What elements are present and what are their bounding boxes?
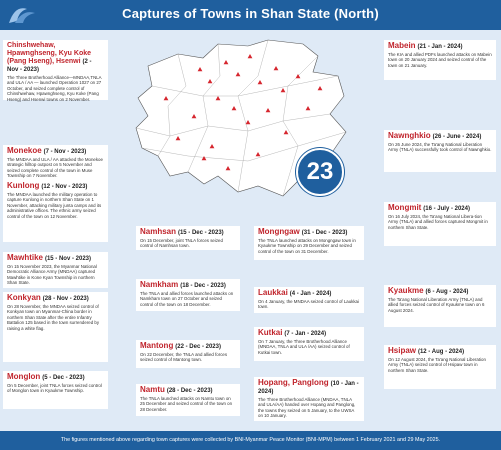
event-description: The MNDAA and ULA / AA attacked the Monekoe strategic hilltop outpost on 5 November and seized complete control of the town in Muse Township on 7 November. xyxy=(7,157,103,179)
town-name: Kyaukme xyxy=(388,286,424,295)
event-card-namkham xyxy=(136,279,240,311)
town-name: Hopang, Panglong xyxy=(258,378,329,387)
event-description: The MNDAA launched the military operation to capture Kunlong in northern Shan State on 1 November, attacking military junta camps and its administrative offices. The ethnic army seized control of the town on 12 November. xyxy=(7,192,102,219)
town-name: Namhsan xyxy=(140,227,177,236)
footer-source-note: The figures mentioned above regarding town captures were collected by BNI-Myanmar Peace Monitor (BNI-MPM) between 1 February 2021 and 29 May 2025. xyxy=(0,431,501,450)
town-name: Kutkai xyxy=(258,328,283,337)
capture-count-badge: 23 xyxy=(296,148,344,196)
event-description: On 12 August 2024, the Ta'ang National Liberation Army (TNLA) seized control of Hsipaw town in northern Shan State. xyxy=(388,357,486,373)
capture-date: (31 - Dec - 2023) xyxy=(301,230,348,236)
capture-date: (21 - Jan - 2024) xyxy=(417,44,463,50)
capture-date: (6 - Aug - 2024) xyxy=(425,289,469,295)
capture-date: (7 - Nov - 2023) xyxy=(43,149,87,155)
event-card-mawhtike xyxy=(3,252,108,288)
capture-date: (15 - Nov - 2023) xyxy=(44,256,91,262)
event-description: The KIA and allied PDFs launched attacks on Mabein town on 20 January 2024 and seized control of the town on 21 January. xyxy=(388,52,492,68)
shan-state-map xyxy=(108,36,385,216)
capture-date: (12 - Nov - 2023) xyxy=(41,184,88,190)
event-description: The Ta'ang National Liberation Army (TNLA) and allied forces seized control of Kyaukme town on 6 August 2024. xyxy=(388,297,485,313)
capture-date: (7 - Jan - 2024) xyxy=(284,331,327,337)
town-name: Chinshwehaw, Hpawnghseng, Kyu Koke (Pang Hseng), Hsenwi xyxy=(7,42,92,65)
town-name: Laukkai xyxy=(258,288,288,297)
capture-date: (16 - July - 2024) xyxy=(423,206,470,212)
event-card-nawnghkio xyxy=(384,130,496,172)
capture-date: (28 - Nov - 2023) xyxy=(42,296,89,302)
town-name: Mongmit xyxy=(388,203,422,212)
capture-date: (4 - Jan - 2024) xyxy=(289,291,332,297)
event-description: The TNLA launched attacks on Mongngaw town in Kyaukme Township on 29 December and seized control of the town on 31 December. xyxy=(258,238,356,254)
event-description: On 28 November, the MNDAA seized control of Konkyan town on Myanmar-China border in northern Shan State after the entire Infantry Battalion 125 based in the town surrendered by raising a white flag. xyxy=(7,304,100,331)
event-description: The TNLA and allied forces launched attacks on Namkham town on 27 October and seized control of the town on 18 December. xyxy=(140,291,234,307)
event-card-hopang-panglong xyxy=(254,377,364,421)
event-description: On 15 November 2023, the Myanmar National Democratic Alliance Army (MNDAA) captured Mawhtike in Kone Kyan Township in northern Shan State. xyxy=(7,264,97,286)
event-description: The Three Brotherhood Alliance (MNDAA, TNLA and ULA/AA) handed over Hopang and Panglong, the towns they seized on 5 January, to the UWSA on 10 January. xyxy=(258,397,356,419)
event-description: On 16 July 2024, the Ta'ang National Libera-tion Army (TNLA) and allied forces captured Mongmit in northern Shan State. xyxy=(388,214,488,230)
capture-date: (28 - Dec - 2023) xyxy=(166,388,213,394)
town-name: Namtu xyxy=(140,385,165,394)
town-name: Monekoe xyxy=(7,146,42,155)
town-name: Monglon xyxy=(7,372,41,381)
event-description: The Three Brotherhood Alliance—MNDAA,TNLA and ULA / AA — launched Operation 1027 on 27 October, and seized complete control of Chinshwehaw, Hpawnghseng, Kyu Koke (Pang Hseng) and Hsenwi towns on 2 November. xyxy=(7,75,102,102)
capture-date: (5 - Dec - 2023) xyxy=(42,375,85,381)
event-card-mongngaw xyxy=(254,226,364,260)
event-description: On 7 January, the Three Brotherhood Alliance (MNDAA, TNLA and ULA /AA) seized control of Kutkai town. xyxy=(258,339,350,355)
town-name: Kunlong xyxy=(7,181,40,190)
event-card-laukkai xyxy=(254,287,364,313)
event-description: The TNLA launched attacks on Namtu town on 25 December and seized control of the town on 28 December. xyxy=(140,396,233,412)
event-description: On 4 January, the MNDAA seized control of Laukkai town. xyxy=(258,299,359,310)
town-name: Namkham xyxy=(140,280,179,289)
capture-date: (15 - Dec - 2023) xyxy=(177,230,224,236)
event-card-monglon xyxy=(3,371,108,409)
event-description: On 5 December, joint TNLA forces seized control of Monglon town in Kyaukme Township. xyxy=(7,383,102,394)
capture-date: (18 - Dec - 2023) xyxy=(180,283,226,289)
town-name: Mantong xyxy=(140,341,174,350)
event-card-kunlong xyxy=(3,180,108,242)
event-description: On 15 December, joint TNLA forces seized control of Namhsan town. xyxy=(140,238,223,249)
capture-date: (10 - Jan - 2024) xyxy=(258,381,359,395)
event-card-mongmit xyxy=(384,202,496,246)
town-name: Konkyan xyxy=(7,293,41,302)
capture-date: (22 - Dec - 2023) xyxy=(175,344,221,350)
town-name: Hsipaw xyxy=(388,346,417,355)
event-card-kutkai xyxy=(254,327,364,361)
capture-date: (2 - Nov - 2023) xyxy=(7,59,92,73)
event-card-konkyan xyxy=(3,292,108,362)
town-name: Mongngaw xyxy=(258,227,300,236)
event-card-kyaukme xyxy=(384,285,496,327)
capture-date: (26 - June - 2024) xyxy=(432,134,482,140)
town-name: Nawnghkio xyxy=(388,131,431,140)
event-card-chinshwehaw xyxy=(3,40,108,100)
page-title: Captures of Towns in Shan State (North) xyxy=(122,6,379,21)
header-bar xyxy=(0,0,501,30)
town-name: Mawhtike xyxy=(7,253,44,262)
capture-date: (12 - Aug - 2024) xyxy=(417,349,465,355)
event-description: On 22 December, the TNLA and allied forces seized control of Mantong town. xyxy=(140,352,228,363)
town-name: Mabein xyxy=(388,41,416,50)
event-description: On 26 June 2024, the Ta'ang National Liberation Army (TNLA) successfully took control of Nawnghkio. xyxy=(388,142,492,153)
event-card-namhsan xyxy=(136,226,240,250)
event-card-hsipaw xyxy=(384,345,496,389)
event-card-namtu xyxy=(136,384,240,416)
event-card-mantong xyxy=(136,340,240,368)
event-card-mabein xyxy=(384,40,496,80)
